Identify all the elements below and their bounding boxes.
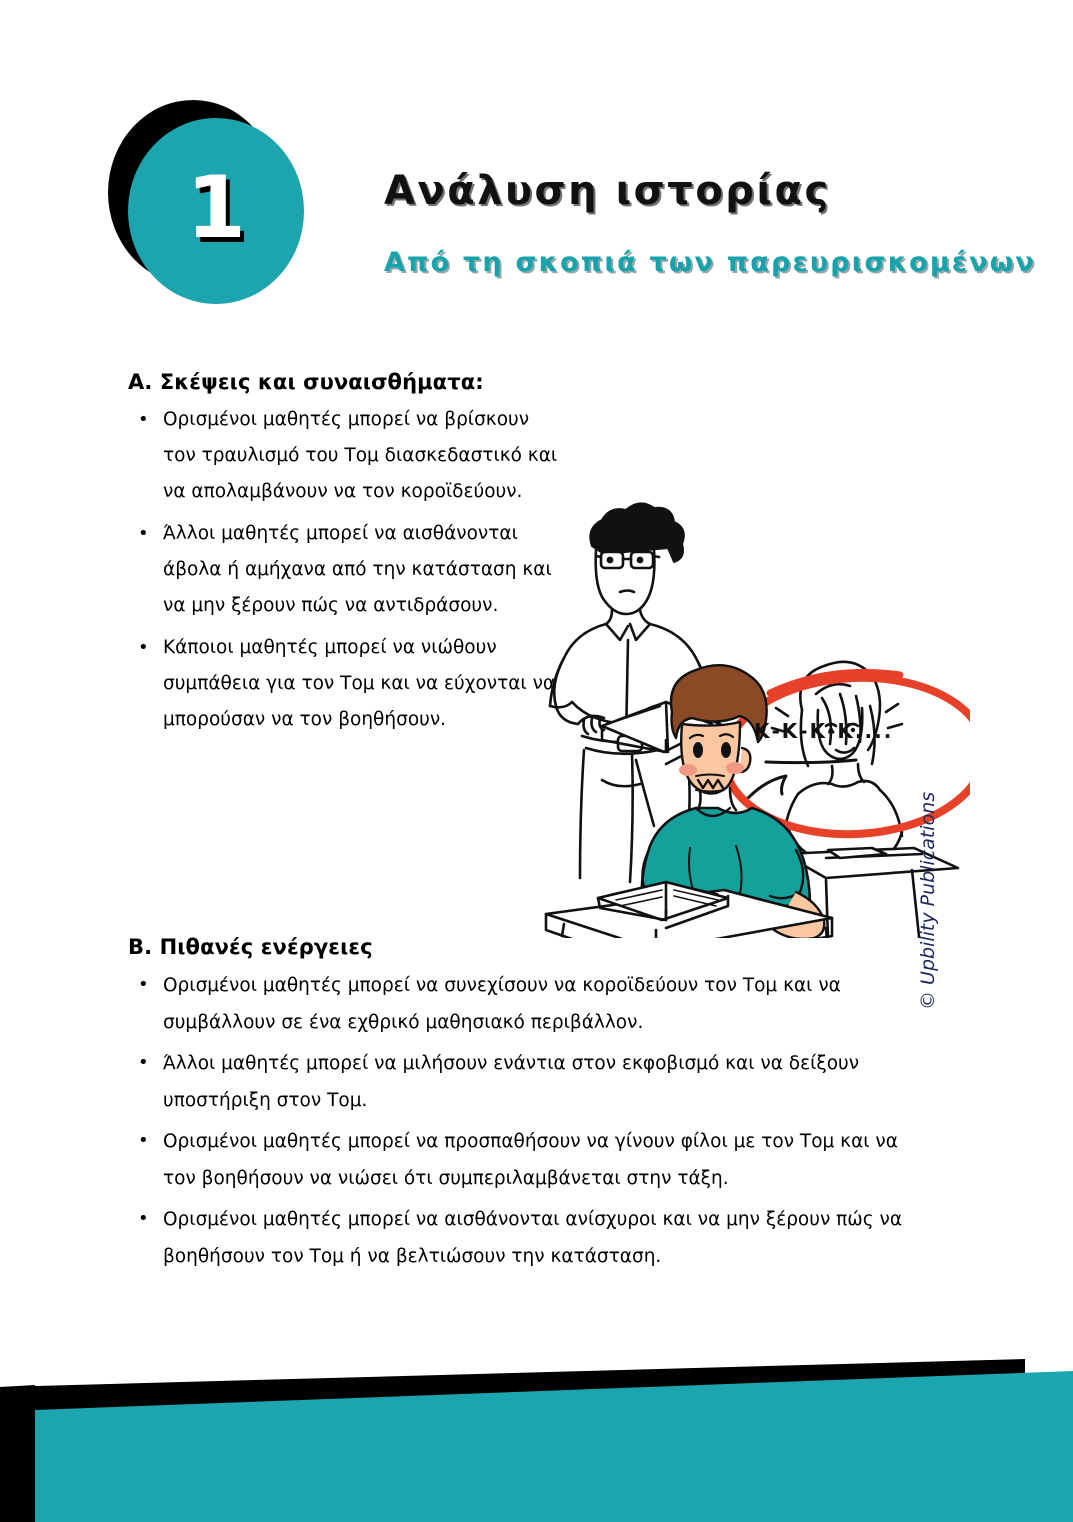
section-possible-actions: [128, 935, 918, 1279]
list-item: • Άλλοι μαθητές μπορεί να αισθάνονται άβολα ή αμήχανα από την κατάσταση και να μην ξέρουν πώς να αντιδράσουν.: [128, 516, 558, 624]
section-thoughts-feelings: [128, 370, 558, 744]
list-item: • Άλλοι μαθητές μπορεί να μιλήσουν ενάντια στον εκφοβισμό και να δείξουν υποστήριξη στον Τομ.: [128, 1045, 918, 1119]
page-subtitle: Από τη σκοπιά των παρευρισκομένων: [384, 247, 1036, 278]
copyright-notice: © Upbility Publications: [917, 791, 939, 1010]
section-b-heading: Β. Πιθανές ενέργειες: [128, 935, 373, 959]
page-title: Ανάλυση ιστορίας: [384, 168, 831, 214]
list-item: • Ορισμένοι μαθητές μπορεί να συνεχίσουν να κοροϊδεύουν τον Τομ και να συμβάλλουν σε ένα εχθρικό μαθησιακό περιβάλλον.: [128, 967, 918, 1041]
badge-circle: [128, 118, 304, 304]
list-item: • Ορισμένοι μαθητές μπορεί να βρίσκουν τον τραυλισμό του Τομ διασκεδαστικό και να απολαμβάνουν να τον κοροϊδεύουν.: [128, 402, 558, 510]
list-item: • Ορισμένοι μαθητές μπορεί να προσπαθήσουν να γίνουν φίλοι με τον Τομ και να τον βοηθήσουν να νιώσει ότι συμπεριλαμβάνεται στην τάξη.: [128, 1123, 918, 1197]
footer-decoration: [0, 1322, 1073, 1522]
stutter-speech-text: Κ-Κ-Κ-Κ....: [754, 719, 894, 743]
badge-number: 1: [186, 158, 246, 258]
list-item: • Κάποιοι μαθητές μπορεί να νιώθουν συμπάθεια για τον Τομ και να εύχονται να μπορούσαν να τον βοηθήσουν.: [128, 630, 558, 738]
list-item: • Ορισμένοι μαθητές μπορεί να αισθάνονται ανίσχυροι και να μην ξέρουν πώς να βοηθήσουν τον Τομ ή να βελτιώσουν την κατάσταση.: [128, 1201, 918, 1275]
section-a-list: [128, 402, 558, 738]
section-a-heading: Α. Σκέψεις και συναισθήματα:: [128, 370, 484, 394]
footer-black-edge: [0, 1385, 35, 1522]
section-b-list: [128, 967, 918, 1275]
classroom-illustration: [540, 498, 970, 938]
step-badge: [108, 100, 308, 310]
